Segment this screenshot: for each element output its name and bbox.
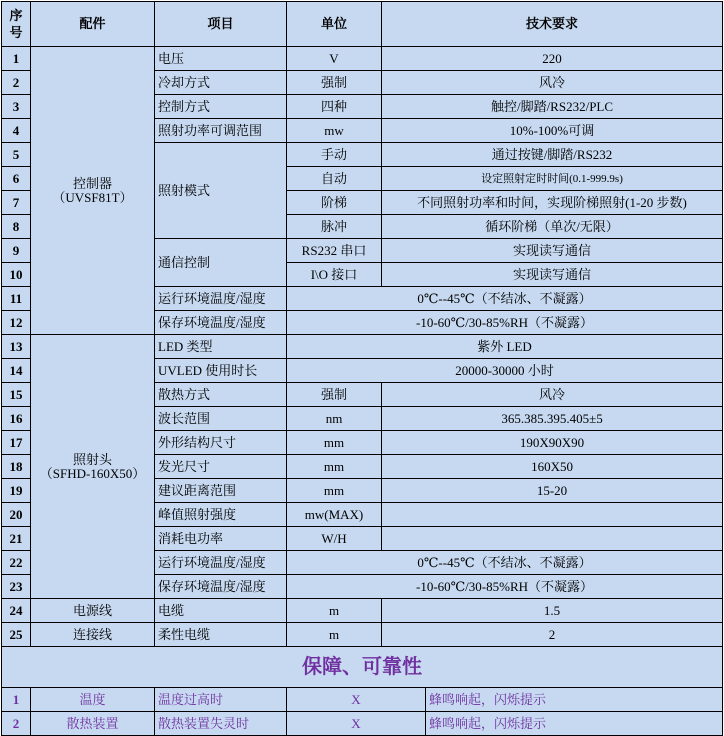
row-number: 4 xyxy=(2,119,31,143)
part-cell: 散热装置 xyxy=(31,712,155,736)
row-number: 25 xyxy=(2,623,31,647)
reliability-banner-row xyxy=(2,647,723,688)
requirement-cell: 紫外 LED xyxy=(287,335,723,359)
unit-cell: 脉冲 xyxy=(287,215,382,239)
item-cell: 冷却方式 xyxy=(155,71,287,95)
table-row xyxy=(2,335,723,359)
row-number: 1 xyxy=(2,47,31,71)
row-number: 6 xyxy=(2,167,31,191)
row-number: 21 xyxy=(2,527,31,551)
requirement-cell: 设定照射定时时间(0.1-999.9s) xyxy=(382,167,723,191)
requirement-cell xyxy=(382,503,723,527)
requirement-cell: 1.5 xyxy=(382,599,723,623)
unit-cell: mm xyxy=(287,455,382,479)
item-cell: 温度过高时 xyxy=(155,688,287,712)
unit-cell: mw(MAX) xyxy=(287,503,382,527)
item-cell: 柔性电缆 xyxy=(155,623,287,647)
requirement-cell xyxy=(382,527,723,551)
spec-table xyxy=(1,1,723,736)
reliability-row xyxy=(2,712,723,736)
requirement-cell: 不同照射功率和时间，实现阶梯照射(1-20 步数) xyxy=(382,191,723,215)
item-cell: 散热方式 xyxy=(155,383,287,407)
unit-cell: X xyxy=(287,688,426,712)
requirement-cell: 风冷 xyxy=(382,71,723,95)
requirement-cell: -10-60℃/30-85%RH（不凝露） xyxy=(287,575,723,599)
requirement-cell: 190X90X90 xyxy=(382,431,723,455)
unit-cell: 阶梯 xyxy=(287,191,382,215)
requirement-cell: 365.385.395.405±5 xyxy=(382,407,723,431)
item-cell: 保存环境温度/湿度 xyxy=(155,311,287,335)
row-number: 23 xyxy=(2,575,31,599)
requirement-cell: 循环阶梯（单次/无限） xyxy=(382,215,723,239)
unit-cell: mm xyxy=(287,431,382,455)
reliability-title: 保障、可靠性 xyxy=(2,647,723,688)
row-number: 18 xyxy=(2,455,31,479)
spec-sheet xyxy=(1,1,723,736)
part-connect-cord: 连接线 xyxy=(31,623,155,647)
unit-cell: I\O 接口 xyxy=(287,263,382,287)
requirement-cell: 通过按键/脚踏/RS232 xyxy=(382,143,723,167)
row-number: 13 xyxy=(2,335,31,359)
part-power-cord: 电源线 xyxy=(31,599,155,623)
row-number: 2 xyxy=(2,71,31,95)
requirement-cell: 0℃--45℃（不结冰、不凝露） xyxy=(287,551,723,575)
row-number: 1 xyxy=(2,688,31,712)
row-number: 2 xyxy=(2,712,31,736)
item-cell: 电缆 xyxy=(155,599,287,623)
item-cell: 运行环境温度/湿度 xyxy=(155,551,287,575)
unit-cell: mm xyxy=(287,479,382,503)
requirement-cell: 0℃--45℃（不结冰、不凝露） xyxy=(287,287,723,311)
item-cell: LED 类型 xyxy=(155,335,287,359)
unit-cell: 手动 xyxy=(287,143,382,167)
unit-cell: 强制 xyxy=(287,71,382,95)
unit-cell: 自动 xyxy=(287,167,382,191)
item-cell: UVLED 使用时长 xyxy=(155,359,287,383)
item-cell: 电压 xyxy=(155,47,287,71)
header-unit: 单位 xyxy=(287,2,382,47)
table-row xyxy=(2,623,723,647)
header-seq: 序 号 xyxy=(2,2,31,47)
requirement-cell: 15-20 xyxy=(382,479,723,503)
row-number: 5 xyxy=(2,143,31,167)
requirement-cell: 蜂鸣响起，闪烁提示 xyxy=(426,688,723,712)
item-cell: 控制方式 xyxy=(155,95,287,119)
requirement-cell: 触控/脚踏/RS232/PLC xyxy=(382,95,723,119)
unit-cell: m xyxy=(287,599,382,623)
item-cell: 外形结构尺寸 xyxy=(155,431,287,455)
row-number: 17 xyxy=(2,431,31,455)
requirement-cell: 风冷 xyxy=(382,383,723,407)
unit-cell: 四种 xyxy=(287,95,382,119)
unit-cell: mw xyxy=(287,119,382,143)
item-irradiation-mode: 照射模式 xyxy=(155,143,287,239)
header-part: 配件 xyxy=(31,2,155,47)
item-cell: 保存环境温度/湿度 xyxy=(155,575,287,599)
unit-cell: 强制 xyxy=(287,383,382,407)
table-row xyxy=(2,599,723,623)
item-cell: 消耗电功率 xyxy=(155,527,287,551)
header-item: 项目 xyxy=(155,2,287,47)
row-number: 7 xyxy=(2,191,31,215)
part-controller: 控制器 （UVSF81T） xyxy=(31,47,155,335)
item-cell: 建议距离范围 xyxy=(155,479,287,503)
row-number: 19 xyxy=(2,479,31,503)
part-irradiation-head: 照射头 （SFHD-160X50） xyxy=(31,335,155,599)
row-number: 10 xyxy=(2,263,31,287)
requirement-cell: 2 xyxy=(382,623,723,647)
requirement-cell: 实现读写通信 xyxy=(382,239,723,263)
requirement-cell: 220 xyxy=(382,47,723,71)
part-cell: 温度 xyxy=(31,688,155,712)
row-number: 11 xyxy=(2,287,31,311)
header-row xyxy=(2,2,723,47)
requirement-cell: 蜂鸣响起，闪烁提示 xyxy=(426,712,723,736)
row-number: 15 xyxy=(2,383,31,407)
item-comm-control: 通信控制 xyxy=(155,239,287,287)
unit-cell: m xyxy=(287,623,382,647)
row-number: 9 xyxy=(2,239,31,263)
item-cell: 照射功率可调范围 xyxy=(155,119,287,143)
unit-cell: nm xyxy=(287,407,382,431)
reliability-row xyxy=(2,688,723,712)
row-number: 16 xyxy=(2,407,31,431)
unit-cell: V xyxy=(287,47,382,71)
unit-cell: X xyxy=(287,712,426,736)
requirement-cell: 160X50 xyxy=(382,455,723,479)
header-requirement: 技术要求 xyxy=(382,2,723,47)
requirement-cell: 10%-100%可调 xyxy=(382,119,723,143)
requirement-cell: -10-60℃/30-85%RH（不凝露） xyxy=(287,311,723,335)
item-cell: 发光尺寸 xyxy=(155,455,287,479)
row-number: 24 xyxy=(2,599,31,623)
item-cell: 散热装置失灵时 xyxy=(155,712,287,736)
requirement-cell: 实现读写通信 xyxy=(382,263,723,287)
row-number: 14 xyxy=(2,359,31,383)
row-number: 20 xyxy=(2,503,31,527)
item-cell: 波长范围 xyxy=(155,407,287,431)
row-number: 22 xyxy=(2,551,31,575)
item-cell: 运行环境温度/湿度 xyxy=(155,287,287,311)
requirement-cell: 20000-30000 小时 xyxy=(287,359,723,383)
table-row xyxy=(2,47,723,71)
unit-cell: RS232 串口 xyxy=(287,239,382,263)
row-number: 8 xyxy=(2,215,31,239)
item-cell: 峰值照射强度 xyxy=(155,503,287,527)
row-number: 12 xyxy=(2,311,31,335)
unit-cell: W/H xyxy=(287,527,382,551)
row-number: 3 xyxy=(2,95,31,119)
